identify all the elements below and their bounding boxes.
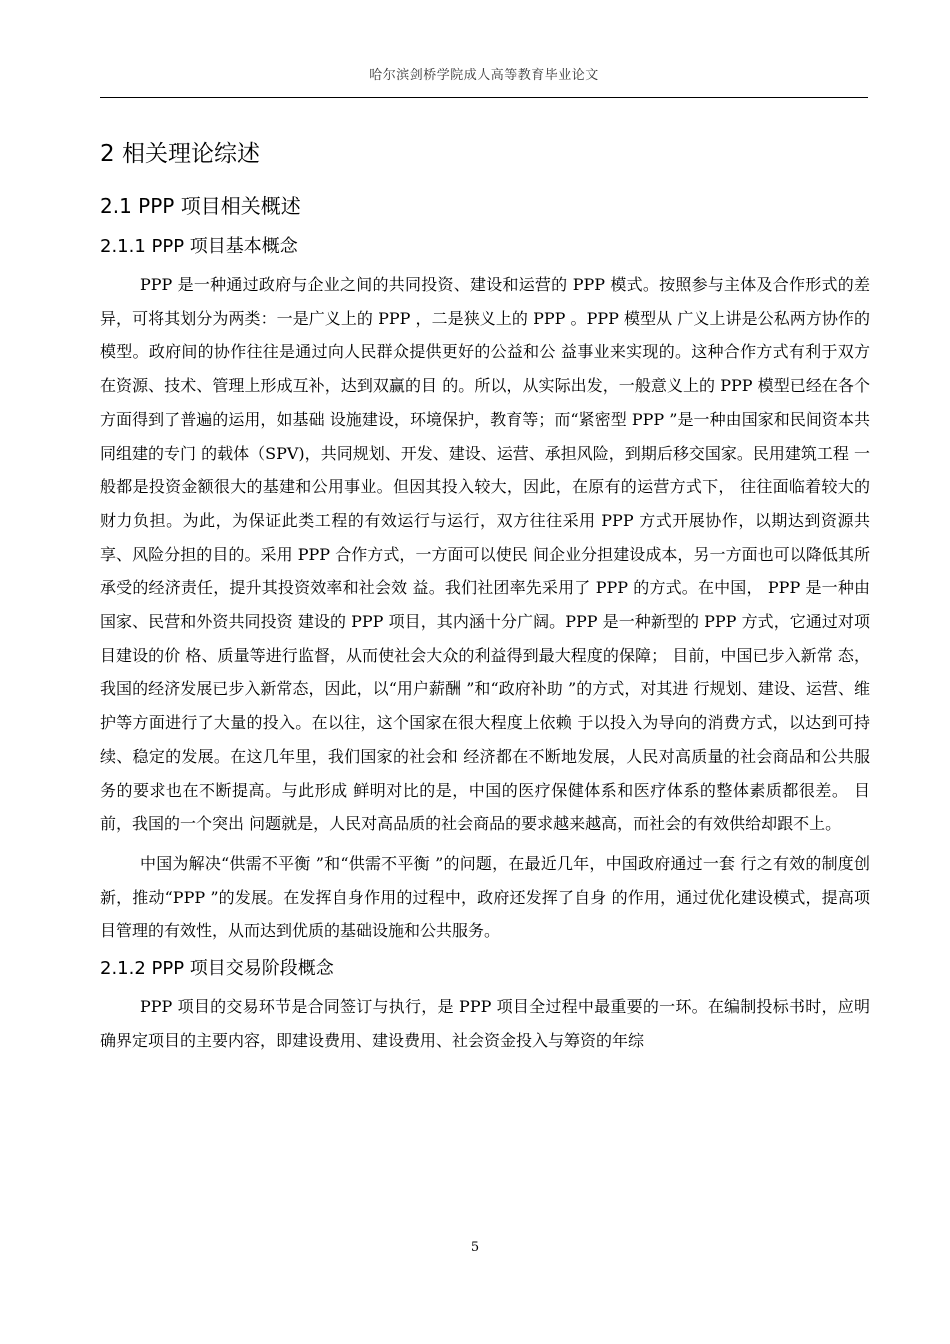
section-title: 2.1 PPP 项目相关概述 bbox=[100, 194, 301, 218]
chapter-title: 2 相关理论综述 bbox=[100, 141, 260, 167]
running-header: 哈尔滨剑桥学院成人高等教育毕业论文 bbox=[369, 68, 599, 83]
subsection-title-basic-concept: 2.1.1 PPP 项目基本概念 bbox=[100, 236, 298, 257]
body-paragraph-3: PPP 项目的交易环节是合同签订与执行，是 PPP 项目全过程中最重要的一环。在编制投标书时，应明确界定项目的主要内容，即建设费用、建设费用、社会资金投入与筹资的年综 bbox=[100, 997, 870, 1050]
body-paragraph-1: PPP 是一种通过政府与企业之间的共同投资、建设和运营的 PPP 模式。按照参与主体及合作形式的差异，可将其划分为两类：一是广义上的 PPP ，二是狭义上的 PPP 。PPP 模型从 广义上讲是公私两方协作的模型。政府间的协作往往是通过向人民群众提供更好的公益和公 益事业来实现的。这种合作方式有利于双方在资源、技术、管理上形成互补，达到双赢的目 的。所以，从实际出发，一般意义上的 PPP 模型已经在各个方面得到了普遍的运用，如基础 设施建设，环境保护，教育等；而“紧密型 PPP ”是一种由国家和民间资本共同组建的专门 的载体（SPV)，共同规划、开发、建设、运营、承担风险，到期后移交国家。民用建筑工程 一般都是投资金额很大的基建和公用事业。但因其投入较大，因此，在原有的运营方式下， 往往面临着较大的财力负担。为此，为保证此类工程的有效运行与运行，双方往往采用 PPP 方式开展协作，以期达到资源共享、风险分担的目的。采用 PPP 合作方式，一方面可以使民 间企业分担建设成本，另一方面也可以降低其所承受的经济责任，提升其投资效率和社会效 益。我们社团率先采用了 PPP 的方式。在中国， PPP 是一种由国家、民营和外资共同投资 建设的 PPP 项目，其内涵十分广阔。PPP 是一种新型的 PPP 方式，它通过对项目建设的价 格、质量等进行监督，从而使社会大众的利益得到最大程度的保障； 目前，中国已步入新常 态，我国的经济发展已步入新常态，因此，以“用户薪酬 ”和“政府补助 ”的方式，对其进 行规划、建设、运营、维护等方面进行了大量的投入。在以往，这个国家在很大程度上依赖 于以投入为导向的消费方式，以达到可持续、稳定的发展。在这几年里，我们国家的社会和 经济都在不断地发展，人民对高质量的社会商品和公共服务的要求也在不断提高。与此形成 鲜明对比的是，中国的医疗保健体系和医疗体系的整体素质都很差。 目前，我国的一个突出 问题就是，人民对高品质的社会商品的要求越来越高，而社会的有效供给却跟不上。 bbox=[100, 275, 870, 834]
page-number: 5 bbox=[470, 1240, 480, 1255]
body-paragraph-2: 中国为解决“供需不平衡 ”和“供需不平衡 ”的问题，在最近几年，中国政府通过一套 行之有效的制度创新，推动“PPP ”的发展。在发挥自身作用的过程中，政府还发挥了自身 的作用，通过优化建设模式，提高项目管理的有效性，从而达到优质的基础设施和公共服务。 bbox=[100, 853, 870, 941]
subsection-title-transaction-stage: 2.1.2 PPP 项目交易阶段概念 bbox=[100, 958, 334, 980]
page-content bbox=[100, 134, 870, 1063]
header-divider bbox=[100, 97, 868, 98]
